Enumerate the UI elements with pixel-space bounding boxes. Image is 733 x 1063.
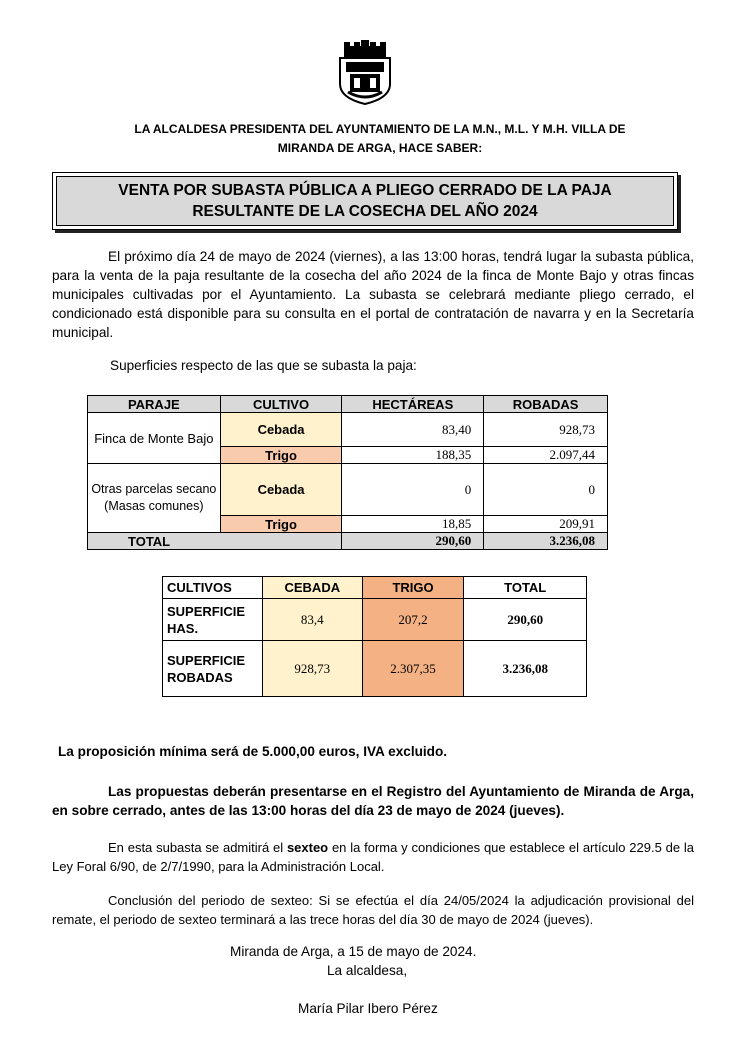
table-row xyxy=(88,413,608,447)
title-box xyxy=(52,172,678,230)
sexteo-bold: sexteo xyxy=(286,840,329,855)
issuer-line-1: LA ALCALDESA PRESIDENTA DEL AYUNTAMIENTO DE LA M.N., M.L. Y M.H. VILLA DE xyxy=(134,122,626,136)
title-line-2: RESULTANTE DE LA COSECHA DEL AÑO 2024 xyxy=(192,203,538,220)
place-date: Miranda de Arga, a 15 de mayo de 2024. xyxy=(230,944,477,959)
robadas-cell: 0 xyxy=(484,464,608,516)
total-hectareas: 290,60 xyxy=(342,533,484,550)
row-label: SUPERFICIE ROBADAS xyxy=(163,641,263,697)
propuestas-text: Las propuestas deberán presentarse en el Registro del Ayuntamiento de Miranda de Arga, en sobre cerrado, antes de las 13:00 horas del día 23 de mayo de 2024 (jueves). xyxy=(52,784,694,818)
col-header-cultivos: CULTIVOS xyxy=(163,577,263,599)
issuer-line-2: MIRANDA DE ARGA, HACE SABER: xyxy=(277,141,483,155)
conclusion-text: Conclusión del periodo de sexteo: Si se efectúa el día 24/05/2024 la adjudicación provisional del remate, el periodo de sexteo terminará a las trece horas del día 30 de mayo de 2024 (jueves). xyxy=(52,893,694,927)
robadas-cell: 928,73 xyxy=(484,413,608,447)
trigo-cell: 207,2 xyxy=(362,599,464,641)
hectareas-cell: 83,40 xyxy=(342,413,484,447)
paraje-cell: Otras parcelas secano (Masas comunes) xyxy=(88,464,221,533)
cultivo-cell: Trigo xyxy=(220,516,342,533)
col-header-total: TOTAL xyxy=(464,577,587,599)
trigo-cell: 2.307,35 xyxy=(362,641,464,697)
col-header-trigo: TRIGO xyxy=(362,577,464,599)
municipal-crest-icon xyxy=(334,40,396,106)
paraje-cell: Finca de Monte Bajo xyxy=(88,413,221,464)
signer-name: María Pilar Ibero Pérez xyxy=(298,1001,438,1016)
superficies-label: Superficies respecto de las que se subasta la paja: xyxy=(110,358,417,373)
summary-header-row xyxy=(163,577,587,599)
row-label: SUPERFICIE HAS. xyxy=(163,599,263,641)
col-header-cebada: CEBADA xyxy=(262,577,362,599)
issuer-header xyxy=(90,120,670,158)
cultivo-cell: Cebada xyxy=(220,464,342,516)
cebada-cell: 928,73 xyxy=(262,641,362,697)
total-label: TOTAL xyxy=(88,533,342,550)
robadas-cell: 2.097,44 xyxy=(484,447,608,464)
cultivo-cell: Cebada xyxy=(220,413,342,447)
total-robadas: 3.236,08 xyxy=(484,533,608,550)
col-header-hectareas: HECTÁREAS xyxy=(342,396,484,413)
table-header-row xyxy=(88,396,608,413)
superficies-table xyxy=(87,395,608,550)
table-row xyxy=(88,464,608,516)
col-header-cultivo: CULTIVO xyxy=(220,396,342,413)
cultivos-summary-table xyxy=(162,576,587,697)
title-line-1: VENTA POR SUBASTA PÚBLICA A PLIEGO CERRADO DE LA PAJA xyxy=(118,182,612,199)
cebada-cell: 83,4 xyxy=(262,599,362,641)
total-cell: 290,60 xyxy=(464,599,587,641)
hectareas-cell: 188,35 xyxy=(342,447,484,464)
table-row xyxy=(163,599,587,641)
signer-role: La alcaldesa, xyxy=(327,963,408,978)
intro-paragraph xyxy=(52,247,694,342)
minimum-proposal: La proposición mínima será de 5.000,00 euros, IVA excluido. xyxy=(58,744,448,759)
propuestas-paragraph xyxy=(52,782,694,820)
table-row xyxy=(163,641,587,697)
conclusion-paragraph xyxy=(52,891,694,929)
col-header-robadas: ROBADAS xyxy=(484,396,608,413)
signature-block xyxy=(230,942,520,980)
sexteo-after: en la forma y condiciones que establece el artículo 229.5 de la Ley Foral 6/90, de 2/7/1990, para la Administración Local. xyxy=(52,840,694,874)
total-cell: 3.236,08 xyxy=(464,641,587,697)
col-header-paraje: PARAJE xyxy=(88,396,221,413)
hectareas-cell: 0 xyxy=(342,464,484,516)
hectareas-cell: 18,85 xyxy=(342,516,484,533)
total-row xyxy=(88,533,608,550)
intro-text: El próximo día 24 de mayo de 2024 (viernes), a las 13:00 horas, tendrá lugar la subasta pública, para la venta de la paja resultante de la cosecha del año 2024 de la finca de Monte Bajo y otras fincas municipales cultivadas por el Ayuntamiento. La subasta se celebrará mediante pliego cerrado, el condicionado está disponible para su consulta en el portal de contratación de navarra y en la Secretaría municipal. xyxy=(52,249,694,340)
sexteo-paragraph xyxy=(52,838,694,876)
robadas-cell: 209,91 xyxy=(484,516,608,533)
cultivo-cell: Trigo xyxy=(220,447,342,464)
sexteo-before: En esta subasta se admitirá el xyxy=(108,840,287,855)
